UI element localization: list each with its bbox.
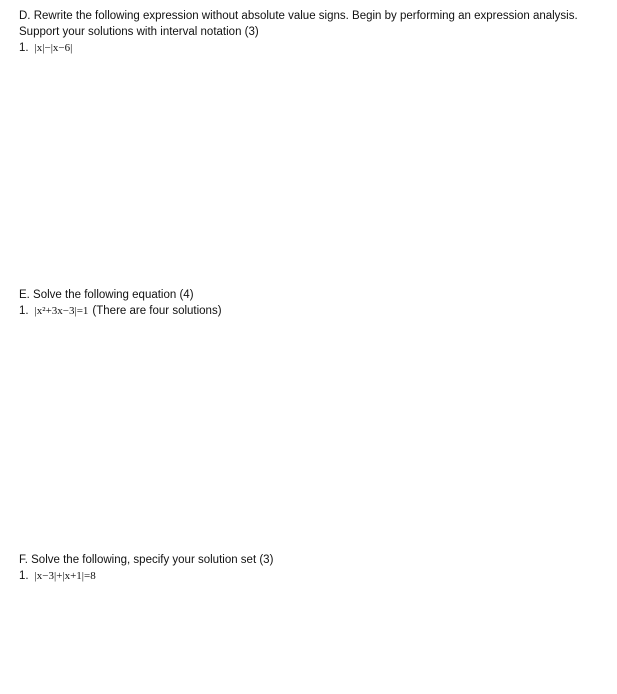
expression-f: |x−3|+|x+1|=8 <box>34 570 96 582</box>
item-number: 1. <box>19 305 29 317</box>
item-number: 1. <box>19 570 29 582</box>
item-number: 1. <box>19 42 29 54</box>
section-e-instruction: E. Solve the following equation (4) <box>19 289 194 301</box>
expression-d: |x|−|x−6| <box>34 42 73 54</box>
section-e-item <box>19 303 599 319</box>
section-f-instruction: F. Solve the following, specify your solution set (3) <box>19 554 274 566</box>
section-d-item <box>19 40 599 56</box>
section-f <box>19 552 599 584</box>
section-e <box>19 287 599 319</box>
section-d <box>19 8 599 56</box>
expression-e: |x²+3x−3|=1 <box>34 305 89 317</box>
section-f-item <box>19 568 599 584</box>
section-e-note: (There are four solutions) <box>92 305 222 317</box>
section-d-instruction: D. Rewrite the following expression without absolute value signs. Begin by performing an expression analysis. Support your solutions with interval notation (3) <box>19 10 578 38</box>
